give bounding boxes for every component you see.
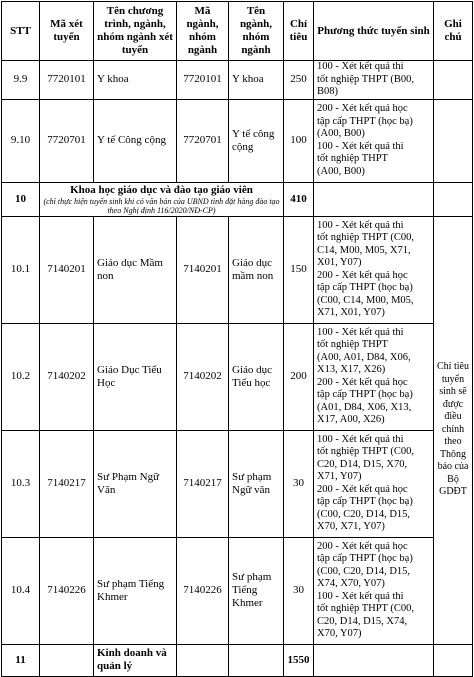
header-quota: Chỉ tiêu: [284, 2, 314, 61]
row-major-code: 7720101: [177, 61, 229, 100]
row-quota: 200: [284, 323, 314, 430]
section-row: [2, 182, 473, 216]
method-line: X74, X70, Y07): [317, 578, 385, 589]
row-name: Sư Phạm Ngữ Văn: [94, 430, 177, 537]
row-quota: 30: [284, 430, 314, 537]
section-major-name: [229, 644, 284, 676]
method-cell: [314, 430, 434, 537]
row-name: Giáo Dục Tiểu Học: [94, 323, 177, 430]
header-note: Ghi chú: [434, 2, 473, 61]
row-stt: 9.9: [2, 61, 40, 100]
method-cell: [314, 99, 434, 182]
row-name: Giáo dục Mầm non: [94, 216, 177, 323]
method-line: X01, Y07): [317, 257, 362, 268]
table-row: [2, 537, 473, 644]
row-stt: 10.3: [2, 430, 40, 537]
method-cell: [314, 216, 434, 323]
section-quota: 1550: [284, 644, 314, 676]
method-line: X17, A00, X26): [317, 414, 385, 425]
method-line: 100 - Xét kết quả thi: [317, 326, 404, 338]
row-name: Y tế Công cộng: [94, 99, 177, 182]
method-line: X13, X17, X26): [317, 364, 386, 375]
table-row: [2, 61, 473, 100]
row-major-code: 7140202: [177, 323, 229, 430]
table-row: [2, 216, 473, 323]
method-cell: [314, 323, 434, 430]
method-line: X70, Y07): [317, 628, 362, 639]
row-name: Sư phạm Tiếng Khmer: [94, 537, 177, 644]
section-note: (chỉ thực hiện tuyển sinh khi có văn bản của UBND tỉnh đặt hàng đào tạo theo Nghị định 116/2020/NĐ-CP): [43, 196, 280, 215]
section-stt: 10: [2, 182, 40, 216]
row-major-name: Y khoa: [229, 61, 284, 100]
section-method: [314, 644, 434, 676]
method-line: (A01, D84, X06, X13,: [317, 401, 412, 413]
row-code: 7140226: [40, 537, 94, 644]
method-line: 200 - Xét kết quả học: [317, 269, 408, 281]
method-line: tập cấp THPT (học bạ): [317, 282, 413, 293]
admission-table: [1, 1, 473, 677]
method-line: tập cấp THPT (học bạ): [317, 496, 413, 507]
method-line: X70, X71, Y07): [317, 521, 385, 532]
method-line: 100 - Xét kết quả thi: [317, 61, 404, 72]
section-title: Kinh doanh và quản lý: [94, 644, 177, 676]
section-stt: 11: [2, 644, 40, 676]
row-code: 7140217: [40, 430, 94, 537]
section-title: Khoa học giáo dục và đào tạo giáo viên: [70, 183, 253, 196]
row-stt: 10.1: [2, 216, 40, 323]
section-major-code: [177, 644, 229, 676]
method-line: (C00, C14, M00, M05,: [317, 294, 414, 306]
method-line: (C00, C20, D14, D15,: [317, 508, 411, 520]
row-quota: 250: [284, 61, 314, 100]
row-major-code: 7140226: [177, 537, 229, 644]
header-major-code: Mã ngành, nhóm ngành: [177, 2, 229, 61]
section-note: [434, 182, 473, 216]
section-method: [314, 182, 434, 216]
method-line: tốt nghiệp THPT (C00,: [317, 603, 415, 614]
method-line: (A00, A01, D84, X06,: [317, 351, 411, 363]
header-row: [2, 2, 473, 61]
row-major-code: 7140217: [177, 430, 229, 537]
row-note: [434, 99, 473, 182]
method-line: 100 - Xét kết quả thi: [317, 219, 404, 231]
row-major-name: Sư phạm Tiếng Khmer: [229, 537, 284, 644]
method-line: (C00, C20, D14, D15,: [317, 565, 411, 577]
method-line: tốt nghiệp THPT: [317, 339, 388, 350]
method-cell: [314, 537, 434, 644]
method-line: 200 - Xét kết quả học: [317, 103, 408, 114]
method-line: 200 - Xét kết quả học: [317, 376, 408, 388]
method-line: B08): [317, 86, 338, 97]
header-stt: STT: [2, 2, 40, 61]
row-major-name: Sư phạm Ngữ văn: [229, 430, 284, 537]
method-line: C20, D14, D15, X70,: [317, 458, 408, 470]
header-code: Mã xét tuyển: [40, 2, 94, 61]
row-stt: 10.4: [2, 537, 40, 644]
section-title-cell: [40, 182, 284, 216]
table-row: [2, 430, 473, 537]
method-line: tốt nghiệp THPT (B00,: [317, 73, 415, 85]
method-line: (A00, B00): [317, 165, 365, 177]
method-line: tốt nghiệp THPT (C00,: [317, 446, 415, 457]
method-line: tập cấp THPT (học bạ): [317, 389, 413, 400]
row-major-name: Y tế công cộng: [229, 99, 284, 182]
method-line: X71, X01, Y07): [317, 307, 385, 318]
method-line: tập cấp THPT (học bạ): [317, 115, 413, 127]
row-major-code: 7720701: [177, 99, 229, 182]
admission-note: Chỉ tiêu tuyển sinh sẽ được điều chỉnh theo Thông báo của Bộ GDĐT: [434, 216, 473, 644]
row-major-name: Giáo dục mầm non: [229, 216, 284, 323]
method-line: 100 - Xét kết quả thi: [317, 140, 404, 152]
section-row: [2, 644, 473, 676]
header-major-name: Tên ngành, nhóm ngành: [229, 2, 284, 61]
row-quota: 100: [284, 99, 314, 182]
table-row: [2, 323, 473, 430]
method-line: 100 - Xét kết quả thi: [317, 590, 404, 602]
header-program-name: Tên chương trình, ngành, nhóm ngành xét tuyển: [94, 2, 177, 61]
table-row: [2, 99, 473, 182]
row-quota: 150: [284, 216, 314, 323]
row-code: 7720101: [40, 61, 94, 100]
method-line: tốt nghiệp THPT (C00,: [317, 232, 415, 243]
method-line: (A00, B00): [317, 128, 365, 139]
method-line: C20, D14, D15, X74,: [317, 615, 408, 627]
method-line: tập cấp THPT (học bạ): [317, 553, 413, 564]
section-note: [434, 644, 473, 676]
row-code: 7140202: [40, 323, 94, 430]
method-line: 100 - Xét kết quả thi: [317, 433, 404, 445]
method-line: 200 - Xét kết quả học: [317, 540, 408, 552]
header-method: Phương thức tuyển sinh: [314, 2, 434, 61]
row-major-name: Giáo dục Tiểu học: [229, 323, 284, 430]
method-cell: [314, 61, 434, 100]
method-line: X71, Y07): [317, 471, 362, 482]
row-quota: 30: [284, 537, 314, 644]
row-major-code: 7140201: [177, 216, 229, 323]
section-quota: 410: [284, 182, 314, 216]
row-code: 7140201: [40, 216, 94, 323]
method-line: C14, M00, M05, X71,: [317, 244, 411, 256]
method-line: tốt nghiệp THPT: [317, 153, 388, 164]
row-stt: 10.2: [2, 323, 40, 430]
row-stt: 9.10: [2, 99, 40, 182]
row-code: 7720701: [40, 99, 94, 182]
method-line: 200 - Xét kết quả học: [317, 483, 408, 495]
row-note: [434, 61, 473, 100]
row-name: Y khoa: [94, 61, 177, 100]
section-code: [40, 644, 94, 676]
